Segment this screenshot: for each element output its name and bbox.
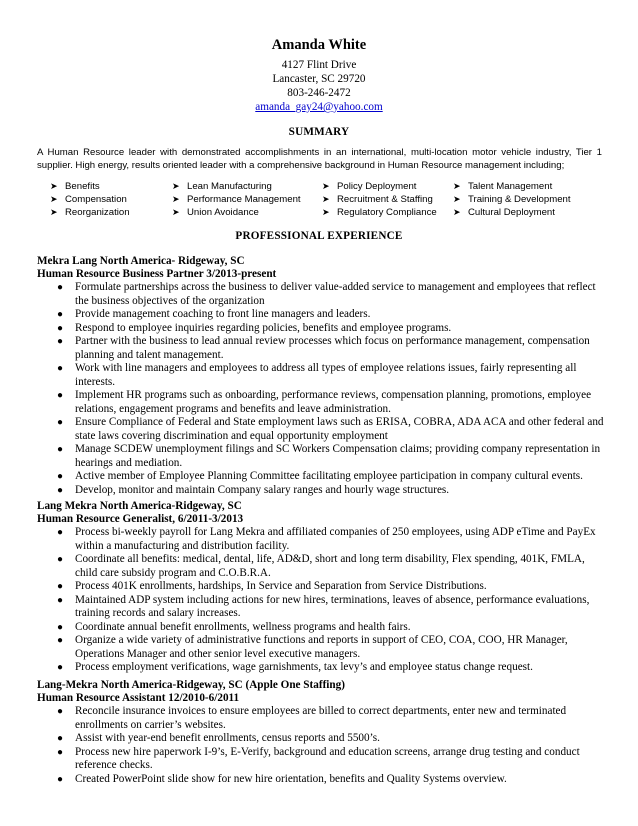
city-state-zip: Lancaster, SC 29720 (272, 73, 366, 85)
list-item: ● Formulate partnerships across the business to deliver value-added service to management and employees that reflect the business objectives of the organization (57, 281, 596, 307)
arrow-bullet-icon: ➤ (322, 194, 330, 204)
skill-item: ➤ Benefits (50, 181, 100, 192)
job-entry (37, 255, 607, 497)
job-bullets (37, 705, 607, 786)
list-item: ● Implement HR programs such as onboarding, performance reviews, compensation planning, promotions, employee relations, engagement programs and benefits and leave administration. (57, 389, 592, 415)
bullet-dot-icon: ● (57, 581, 64, 592)
bullet-dot-icon: ● (57, 471, 64, 482)
job-title: Human Resource Business Partner 3/2013-present (37, 268, 277, 280)
skills-column (453, 180, 571, 219)
arrow-bullet-icon: ➤ (453, 194, 461, 204)
bullet-dot-icon: ● (57, 417, 64, 428)
bullet-dot-icon: ● (57, 635, 64, 646)
street-address: 4127 Flint Drive (281, 59, 357, 71)
arrow-bullet-icon: ➤ (172, 207, 180, 217)
skill-item: ➤ Reorganization (50, 207, 130, 218)
job-bullets (37, 526, 607, 675)
list-item: ● Process bi-weekly payroll for Lang Mekra and affiliated companies of 250 employees, using ADP eTime and PayEx within a manufacturing and distribution facility. (57, 526, 596, 552)
bullet-dot-icon: ● (57, 444, 64, 455)
job-bullets (37, 281, 607, 497)
bullet-dot-icon: ● (57, 594, 64, 606)
arrow-bullet-icon: ➤ (50, 181, 58, 191)
list-item: ● Created PowerPoint slide show for new hire orientation, benefits and Quality Systems overview. (57, 772, 507, 785)
skills-column (50, 180, 130, 219)
summary-heading: SUMMARY (288, 126, 350, 138)
job-title: Human Resource Generalist, 6/2011-3/2013 (37, 513, 244, 525)
bullet-dot-icon: ● (57, 484, 64, 496)
company-name: Lang-Mekra North America-Ridgeway, SC (Apple One Staffing) (37, 679, 345, 691)
list-item: ● Respond to employee inquiries regarding policies, benefits and employee programs. (57, 321, 452, 334)
list-item: ● Work with line managers and employees to address all types of employee relations issues, fairly representing all interests. (57, 362, 577, 388)
bullet-dot-icon: ● (57, 621, 64, 633)
list-item: ● Reconcile insurance invoices to ensure employees are billed to correct departments, enter new and terminated enrollments on carrier’s websites. (57, 705, 567, 731)
arrow-bullet-icon: ➤ (453, 181, 461, 191)
list-item: ● Partner with the business to lead annual review processes which focus on performance management, compensation planning and talent management. (57, 335, 590, 361)
skill-item: ➤ Union Avoidance (172, 207, 259, 218)
arrow-bullet-icon: ➤ (322, 181, 330, 191)
skill-item: ➤ Lean Manufacturing (172, 181, 272, 192)
arrow-bullet-icon: ➤ (322, 207, 330, 217)
summary-paragraph: A Human Resource leader with demonstrated accomplishments in an international, multi-location motor vehicle industry, Tier 1 supplier. High energy, results oriented leader with a comprehensive background in Human Resource management including; (37, 147, 602, 171)
bullet-dot-icon: ● (57, 282, 64, 293)
bullet-dot-icon: ● (57, 554, 64, 565)
skills-column (172, 180, 301, 219)
company-name: Mekra Lang North America- Ridgeway, SC (37, 255, 245, 267)
skill-item: ➤ Performance Management (172, 194, 301, 205)
skill-item: ➤ Training & Development (453, 194, 571, 205)
skill-item: ➤ Recruitment & Staffing (322, 194, 433, 205)
bullet-dot-icon: ● (57, 309, 64, 320)
list-item: ● Manage SCDEW unemployment filings and SC Workers Compensation claims; providing company representation in hearings and mediation. (57, 443, 601, 469)
list-item: ● Process employment verifications, wage garnishments, tax levy’s and employee status change request. (57, 661, 533, 673)
skill-item: ➤ Talent Management (453, 181, 553, 192)
email-link[interactable]: amanda_gay24@yahoo.com (255, 101, 383, 113)
skill-item: ➤ Compensation (50, 194, 127, 205)
job-entry (37, 500, 607, 675)
bullet-dot-icon: ● (57, 662, 64, 673)
arrow-bullet-icon: ➤ (453, 207, 461, 217)
list-item: ● Assist with year-end benefit enrollments, census reports and 5500’s. (57, 732, 380, 744)
bullet-dot-icon: ● (57, 746, 64, 758)
skill-item: ➤ Cultural Deployment (453, 207, 555, 218)
list-item: ● Active member of Employee Planning Committee facilitating employee participation in company cultural events. (57, 470, 583, 482)
list-item: ● Coordinate all benefits: medical, dental, life, AD&D, short and long term disability, Flex spending, 401K, FMLA, child care subsidy program and C.O.B.R.A. (57, 553, 585, 579)
bullet-dot-icon: ● (57, 527, 64, 538)
bullet-dot-icon: ● (57, 773, 64, 785)
list-item: ● Maintained ADP system including actions for new hires, terminations, leaves of absence, performance evaluations, training records and salary increases. (57, 593, 590, 619)
bullet-dot-icon: ● (57, 706, 64, 717)
job-entry (37, 679, 607, 786)
skill-item: ➤ Regulatory Compliance (322, 207, 437, 218)
candidate-name: Amanda White (271, 37, 367, 53)
list-item: ● Process 401K enrollments, hardships, In Service and Separation from Service Distributions. (57, 580, 487, 592)
phone-number: 803-246-2472 (287, 87, 351, 99)
list-item: ● Provide management coaching to front line managers and leaders. (57, 308, 371, 320)
list-item: ● Process new hire paperwork I-9’s, E-Verify, background and education screens, arrange drug testing and conduct reference checks. (57, 745, 580, 771)
list-item: ● Coordinate annual benefit enrollments, wellness programs and health fairs. (57, 620, 411, 633)
skills-column (322, 180, 437, 219)
arrow-bullet-icon: ➤ (172, 181, 180, 191)
company-name: Lang Mekra North America-Ridgeway, SC (37, 500, 242, 512)
arrow-bullet-icon: ➤ (50, 207, 58, 217)
list-item: ● Organize a wide variety of administrative functions and reports in support of CEO, COA, COO, HR Manager, Operations Manager and other senior level executive managers. (57, 634, 568, 660)
bullet-dot-icon: ● (57, 336, 64, 347)
job-title: Human Resource Assistant 12/2010-6/2011 (37, 692, 240, 704)
arrow-bullet-icon: ➤ (50, 194, 58, 204)
bullet-dot-icon: ● (57, 733, 64, 744)
arrow-bullet-icon: ➤ (172, 194, 180, 204)
bullet-dot-icon: ● (57, 363, 64, 374)
experience-heading: PROFESSIONAL EXPERIENCE (235, 230, 403, 242)
skill-item: ➤ Policy Deployment (322, 181, 417, 192)
bullet-dot-icon: ● (57, 390, 64, 401)
list-item: ● Ensure Compliance of Federal and State employment laws such as ERISA, COBRA, ADA ACA and other federal and state laws covering discrimination and equal opportunity employment (57, 416, 604, 442)
list-item: ● Develop, monitor and maintain Company salary ranges and hourly wage structures. (57, 483, 450, 496)
bullet-dot-icon: ● (57, 322, 64, 334)
